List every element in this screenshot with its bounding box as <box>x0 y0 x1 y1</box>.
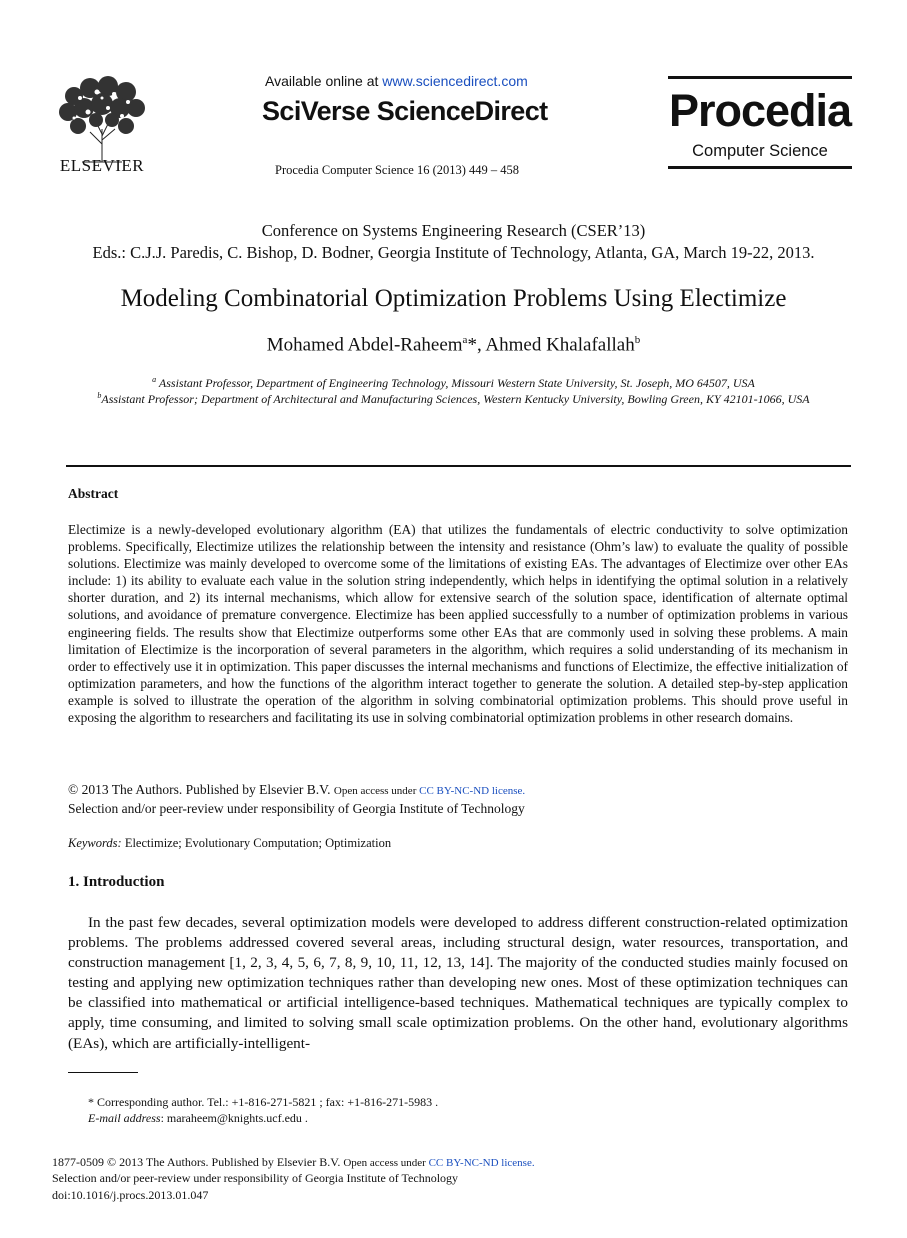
affiliation-a <box>0 375 907 391</box>
section-heading-introduction: 1. Introduction <box>68 874 165 890</box>
corresponding-author-footnote: * Corresponding author. Tel.: +1-816-271-5821 ; fax: +1-816-271-5983 . <box>88 1095 439 1109</box>
affiliation-b <box>0 391 907 407</box>
available-online <box>265 73 528 89</box>
conference-name: Conference on Systems Engineering Research (CSER’13) <box>261 221 646 240</box>
footnote-rule <box>68 1072 138 1073</box>
editors-line: Eds.: C.J.J. Paredis, C. Bishop, D. Bodner, Georgia Institute of Technology, Atlanta, GA, March 19-22, 2013. <box>92 243 815 262</box>
affiliation-b-sup: b <box>97 391 102 400</box>
keywords-text: Electimize; Evolutionary Computation; Optimization <box>121 836 392 850</box>
author-2: Ahmed Khalafallah <box>485 334 635 356</box>
procedia-bottom-rule <box>668 166 852 169</box>
journal-citation: Procedia Computer Science 16 (2013) 449 – 458 <box>275 163 520 177</box>
license-link[interactable]: CC BY-NC-ND license. <box>419 785 526 797</box>
footer-issn-line <box>52 1155 535 1170</box>
copyright-line <box>68 782 525 798</box>
procedia-title: Procedia <box>668 85 852 136</box>
keywords-label: Keywords: <box>68 836 122 850</box>
paper-title: Modeling Combinatorial Optimization Problems Using Electimize <box>120 285 787 312</box>
author-1-affil: a <box>462 334 468 346</box>
affiliation-a-sup: a <box>152 375 157 384</box>
author-2-affil: b <box>634 334 641 346</box>
footer-peer-review: Selection and/or peer-review under responsibility of Georgia Institute of Technology <box>52 1171 459 1185</box>
footer-open-access: Open access under <box>343 1157 429 1169</box>
email-address: : maraheem@knights.ucf.edu . <box>160 1111 308 1125</box>
affiliation-a-text: Assistant Professor, Department of Engineering Technology, Missouri Western State University, St. Joseph, MO 64507, USA <box>156 376 755 390</box>
affiliation-b-text: Assistant Professor; Department of Architectural and Manufacturing Sciences, Western Kentucky University, Bowling Green, KY 42101-1066, USA <box>101 392 810 406</box>
footer-doi[interactable]: doi:10.1016/j.procs.2013.01.047 <box>52 1188 209 1202</box>
authors <box>0 334 907 356</box>
procedia-logo <box>668 76 852 169</box>
sciverse-logo: SciVerse ScienceDirect <box>262 96 548 126</box>
email-footnote <box>88 1111 308 1126</box>
footer-issn-text: 1877-0509 © 2013 The Authors. Published by Elsevier B.V. <box>52 1155 344 1169</box>
abstract-body: Electimize is a newly-developed evolutionary algorithm (EA) that utilizes the fundamentals of electric conductivity to solve optimization problems. Specifically, Electimize utilizes the relationship between the intensity and resistance (Ohm’s law) to evaluate the quality of possible solutions. Electimize was mainly developed to overcome some of the limitations of existing EAs. The advantages of Electimize over other EAs include: 1) its ability to evaluate each value in the solution string independently, which helps in identifying the optimal solution in a relatively shorter duration, and 2) its internal mechanisms, which allow for extensive search of the solution space, identification of alternate optimal solutions, and avoidance of premature convergence. Electimize has been applied successfully to a number of optimization problems in various engineering fields. The results show that Electimize outperforms some other EAs that are commonly used in solving these problems. A main limitation of Electimize is the incorporation of several parameters in the algorithm, which requires a solid understanding of its mechanism in order to effectively use it in optimization. This paper discusses the internal mechanisms and functions of Electimize, the effective initialization of optimization parameters, and how the functions of the algorithm interact together to generate the solution. A detailed step-by-step application example is solved to illustrate the operation of the algorithm in solving combinatorial optimization problems. This should prove useful in exposing the algorithm to researchers and facilitating its use in solving combinatorial optimization problems in other research domains. <box>68 522 848 726</box>
available-online-prefix: Available online at <box>265 73 383 89</box>
procedia-subtitle: Computer Science <box>692 142 828 160</box>
copyright-text: © 2013 The Authors. Published by Elsevier B.V. <box>68 782 334 797</box>
keywords <box>68 836 391 851</box>
sciencedirect-link[interactable]: www.sciencedirect.com <box>382 73 528 89</box>
elsevier-logo <box>52 74 152 178</box>
author-1: Mohamed Abdel-Raheem <box>266 334 463 356</box>
footer-license-link[interactable]: CC BY-NC-ND license. <box>428 1157 535 1169</box>
procedia-top-rule <box>668 76 852 79</box>
open-access-text: Open access under <box>333 785 420 797</box>
abstract-top-rule <box>66 465 851 467</box>
elsevier-wordmark: ELSEVIER <box>59 156 145 175</box>
introduction-body: In the past few decades, several optimization models were developed to address different construction-related optimization problems. The problems addressed covered several areas, including structural design, water resources, transportation, and construction management [1, 2, 3, 4, 5, 6, 7, 8, 9, 10, 11, 12, 13, 14]. The majority of the conducted studies mainly focused on testing and applying new optimization techniques rather than developing new ones. Most of these optimization techniques can be classified into mathematical or artificial intelligence-based techniques. Mathematical techniques are typically complex to apply, time consuming, and limited to solving small scale optimization problems. On the other hand, evolutionary algorithms (EAs), which are artificially-intelligent- <box>68 914 848 1052</box>
abstract-heading: Abstract <box>68 486 119 501</box>
email-label: E-mail address <box>88 1111 161 1125</box>
peer-review-line: Selection and/or peer-review under responsibility of Georgia Institute of Technology <box>68 801 525 816</box>
author-1-mark: *, <box>467 334 486 356</box>
